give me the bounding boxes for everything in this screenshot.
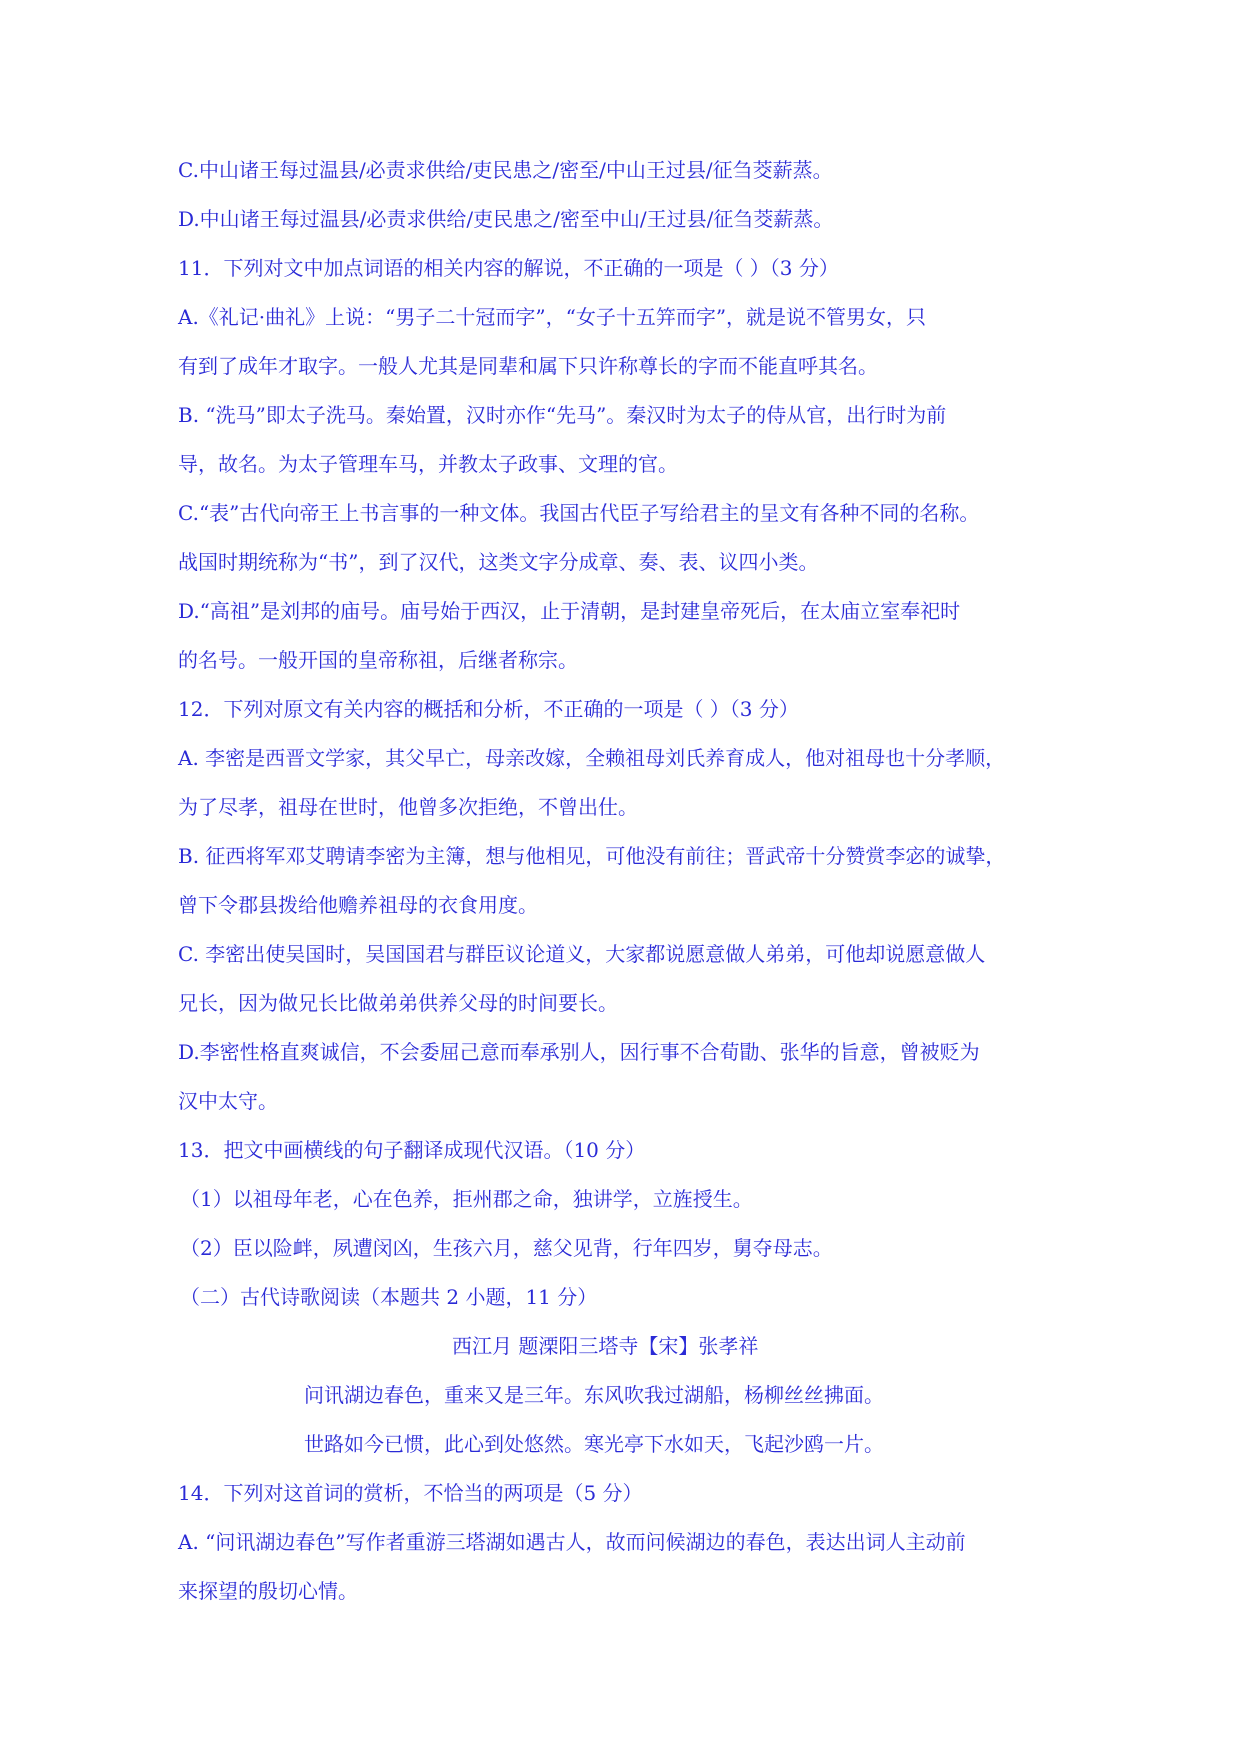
q11-option-c-line-2: 战国时期统称为“书”，到了汉代，这类文字分成章、奏、表、议四小类。 xyxy=(178,550,819,574)
q11-option-d-line-1: D.“高祖”是刘邦的庙号。庙号始于西汉，止于清朝，是封建皇帝死后，在太庙立室奉祀时 xyxy=(178,599,961,623)
q12-option-d-line-1: D.李密性格直爽诚信，不会委屈己意而奉承别人，因行事不合荀勖、张华的旨意，曾被贬为 xyxy=(178,1040,980,1064)
q14-option-a-line-2: 来探望的殷切心情。 xyxy=(178,1579,358,1603)
q13-sentence-2: （2）臣以险衅，夙遭闵凶，生孩六月，慈父见背，行年四岁，舅夺母志。 xyxy=(180,1236,833,1260)
q11-option-d-line-2: 的名号。一般开国的皇帝称祖，后继者称宗。 xyxy=(178,648,578,672)
q11-option-a-line-2: 有到了成年才取字。一般人尤其是同辈和属下只许称尊长的字而不能直呼其名。 xyxy=(178,354,878,378)
q11-option-c-line-1: C.“表”古代向帝王上书言事的一种文体。我国古代臣子写给君主的呈文有各种不同的名称。 xyxy=(178,501,980,525)
q12-option-c-line-2: 兄长，因为做兄长比做弟弟供养父母的时间要长。 xyxy=(178,991,618,1015)
poem-title: 西江月 题溧阳三塔寺【宋】张孝祥 xyxy=(452,1334,759,1358)
option-d-segmentation: D.中山诸王每过温县/必责求供给/吏民患之/密至中山/王过县/征刍茭薪蒸。 xyxy=(178,207,834,231)
q12-option-b-line-1: B. 征西将军邓艾聘请李密为主簿，想与他相见，可他没有前往；晋武帝十分赞赏李宓的诚挚， xyxy=(178,844,1006,868)
q11-option-a-line-1: A.《礼记·曲礼》上说：“男子二十冠而字”，“女子十五笄而字”，就是说不管男女，只 xyxy=(178,305,927,329)
q12-option-b-line-2: 曾下令郡县拨给他赡养祖母的衣食用度。 xyxy=(178,893,538,917)
question-12-stem: 12．下列对原文有关内容的概括和分析，不正确的一项是（ ）（3 分） xyxy=(178,697,799,721)
q12-option-c-line-1: C. 李密出使吴国时，吴国国君与群臣议论道义，大家都说愿意做人弟弟，可他却说愿意做人 xyxy=(178,942,986,966)
document-body xyxy=(178,155,1073,1625)
q12-option-d-line-2: 汉中太守。 xyxy=(178,1089,278,1113)
question-14-stem: 14．下列对这首词的赏析，不恰当的两项是（5 分） xyxy=(178,1481,643,1505)
poem-stanza-2: 世路如今已惯，此心到处悠然。寒光亭下水如天，飞起沙鸥一片。 xyxy=(304,1432,884,1456)
q11-option-b-line-2: 导，故名。为太子管理车马，并教太子政事、文理的官。 xyxy=(178,452,678,476)
q12-option-a-line-2: 为了尽孝，祖母在世时，他曾多次拒绝，不曾出仕。 xyxy=(178,795,638,819)
q11-option-b-line-1: B. “洗马”即太子洗马。秦始置，汉时亦作“先马”。秦汉时为太子的侍从官，出行时为前 xyxy=(178,403,947,427)
option-c-segmentation: C.中山诸王每过温县/必责求供给/吏民患之/密至/中山王过县/征刍茭薪蒸。 xyxy=(178,158,833,182)
q13-sentence-1: （1）以祖母年老，心在色养，拒州郡之命，独讲学，立旌授生。 xyxy=(180,1187,753,1211)
q12-option-a-line-1: A. 李密是西晋文学家，其父早亡，母亲改嫁，全赖祖母刘氏养育成人，他对祖母也十分孝顺， xyxy=(178,746,1006,770)
q14-option-a-line-1: A. “问讯湖边春色”写作者重游三塔湖如遇古人，故而问候湖边的春色，表达出词人主动前 xyxy=(178,1530,966,1554)
question-11-stem: 11．下列对文中加点词语的相关内容的解说，不正确的一项是（ ）（3 分） xyxy=(178,256,839,280)
section-heading-poetry: （二）古代诗歌阅读（本题共 2 小题，11 分） xyxy=(180,1285,598,1309)
question-13-stem: 13．把文中画横线的句子翻译成现代汉语。（10 分） xyxy=(178,1138,646,1162)
poem-stanza-1: 问讯湖边春色，重来又是三年。东风吹我过湖船，杨柳丝丝拂面。 xyxy=(304,1383,884,1407)
